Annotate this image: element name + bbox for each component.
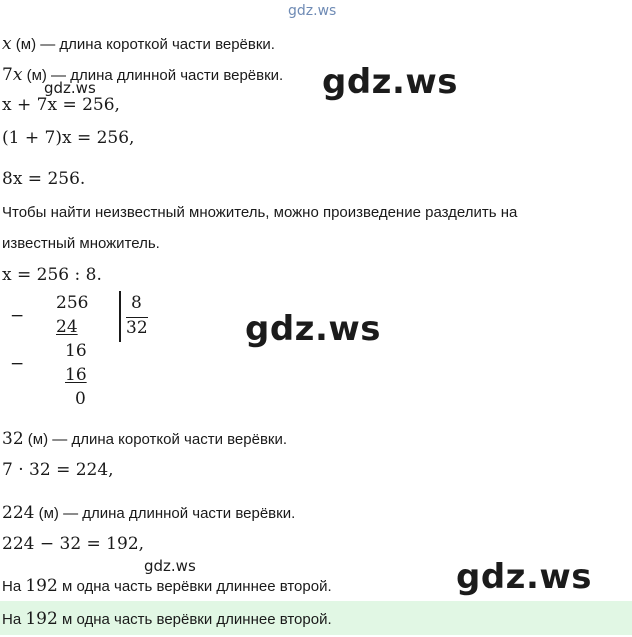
- rule-text-line-2: известный множитель.: [2, 235, 160, 252]
- line-long-result: [2, 503, 295, 523]
- value-32: 32: [2, 429, 24, 449]
- var-x: x: [12, 65, 23, 85]
- line-short-result-text: (м) — длина короткой части верёвки.: [23, 431, 288, 448]
- answer-line: [2, 576, 332, 596]
- equation-sum: x + 7x = 256,: [2, 95, 120, 115]
- division-minus-1: −: [10, 306, 25, 326]
- value-224: 224: [2, 503, 35, 523]
- line-short-result: [2, 429, 287, 449]
- division-vertical-bar: [119, 291, 121, 342]
- answer-suffix: м одна часть верёвки длиннее второй.: [57, 578, 332, 595]
- line-long-part-text: (м) — длина длинной части верёвки.: [22, 67, 284, 84]
- division-minus-2: −: [10, 354, 25, 374]
- division-subtrahend-1: 24: [56, 317, 78, 337]
- equation-difference: 224 − 32 = 192,: [2, 534, 145, 554]
- final-answer: [2, 609, 332, 629]
- rule-text-line-1: Чтобы найти неизвестный множитель, можно произведение разделить на: [2, 204, 518, 221]
- division-remainder-1: 16: [65, 341, 87, 361]
- final-answer-prefix: На: [2, 611, 26, 628]
- line-long-result-text: (м) — длина длинной части верёвки.: [34, 505, 296, 522]
- equation-factor: (1 + 7)x = 256,: [2, 128, 135, 148]
- equation-long-part: 7 · 32 = 224,: [2, 460, 114, 480]
- watermark-small-1: gdz.ws: [44, 79, 96, 97]
- final-answer-value: 192: [25, 609, 58, 629]
- division-divisor: 8: [131, 293, 142, 313]
- answer-value: 192: [25, 576, 58, 596]
- division-remainder-2: 0: [75, 389, 86, 409]
- division-quotient: 32: [126, 318, 148, 338]
- coef-7: 7: [2, 65, 13, 85]
- answer-prefix: На: [2, 578, 26, 595]
- watermark-big-1: gdz.ws: [322, 62, 459, 102]
- division-dividend: 256: [56, 293, 89, 313]
- division-subtrahend-2: 16: [65, 365, 87, 385]
- final-answer-suffix: м одна часть верёвки длиннее второй.: [57, 611, 332, 628]
- var-x: x: [2, 34, 12, 54]
- watermark-top: gdz.ws: [288, 3, 337, 19]
- equation-simplified: 8x = 256.: [2, 169, 86, 189]
- equation-division: x = 256 : 8.: [2, 265, 102, 285]
- line-short-part-text: (м) — длина короткой части верёвки.: [11, 36, 275, 53]
- watermark-big-2: gdz.ws: [245, 309, 382, 349]
- watermark-big-3: gdz.ws: [456, 557, 593, 597]
- watermark-small-2: gdz.ws: [144, 557, 196, 575]
- line-short-part: [2, 34, 275, 54]
